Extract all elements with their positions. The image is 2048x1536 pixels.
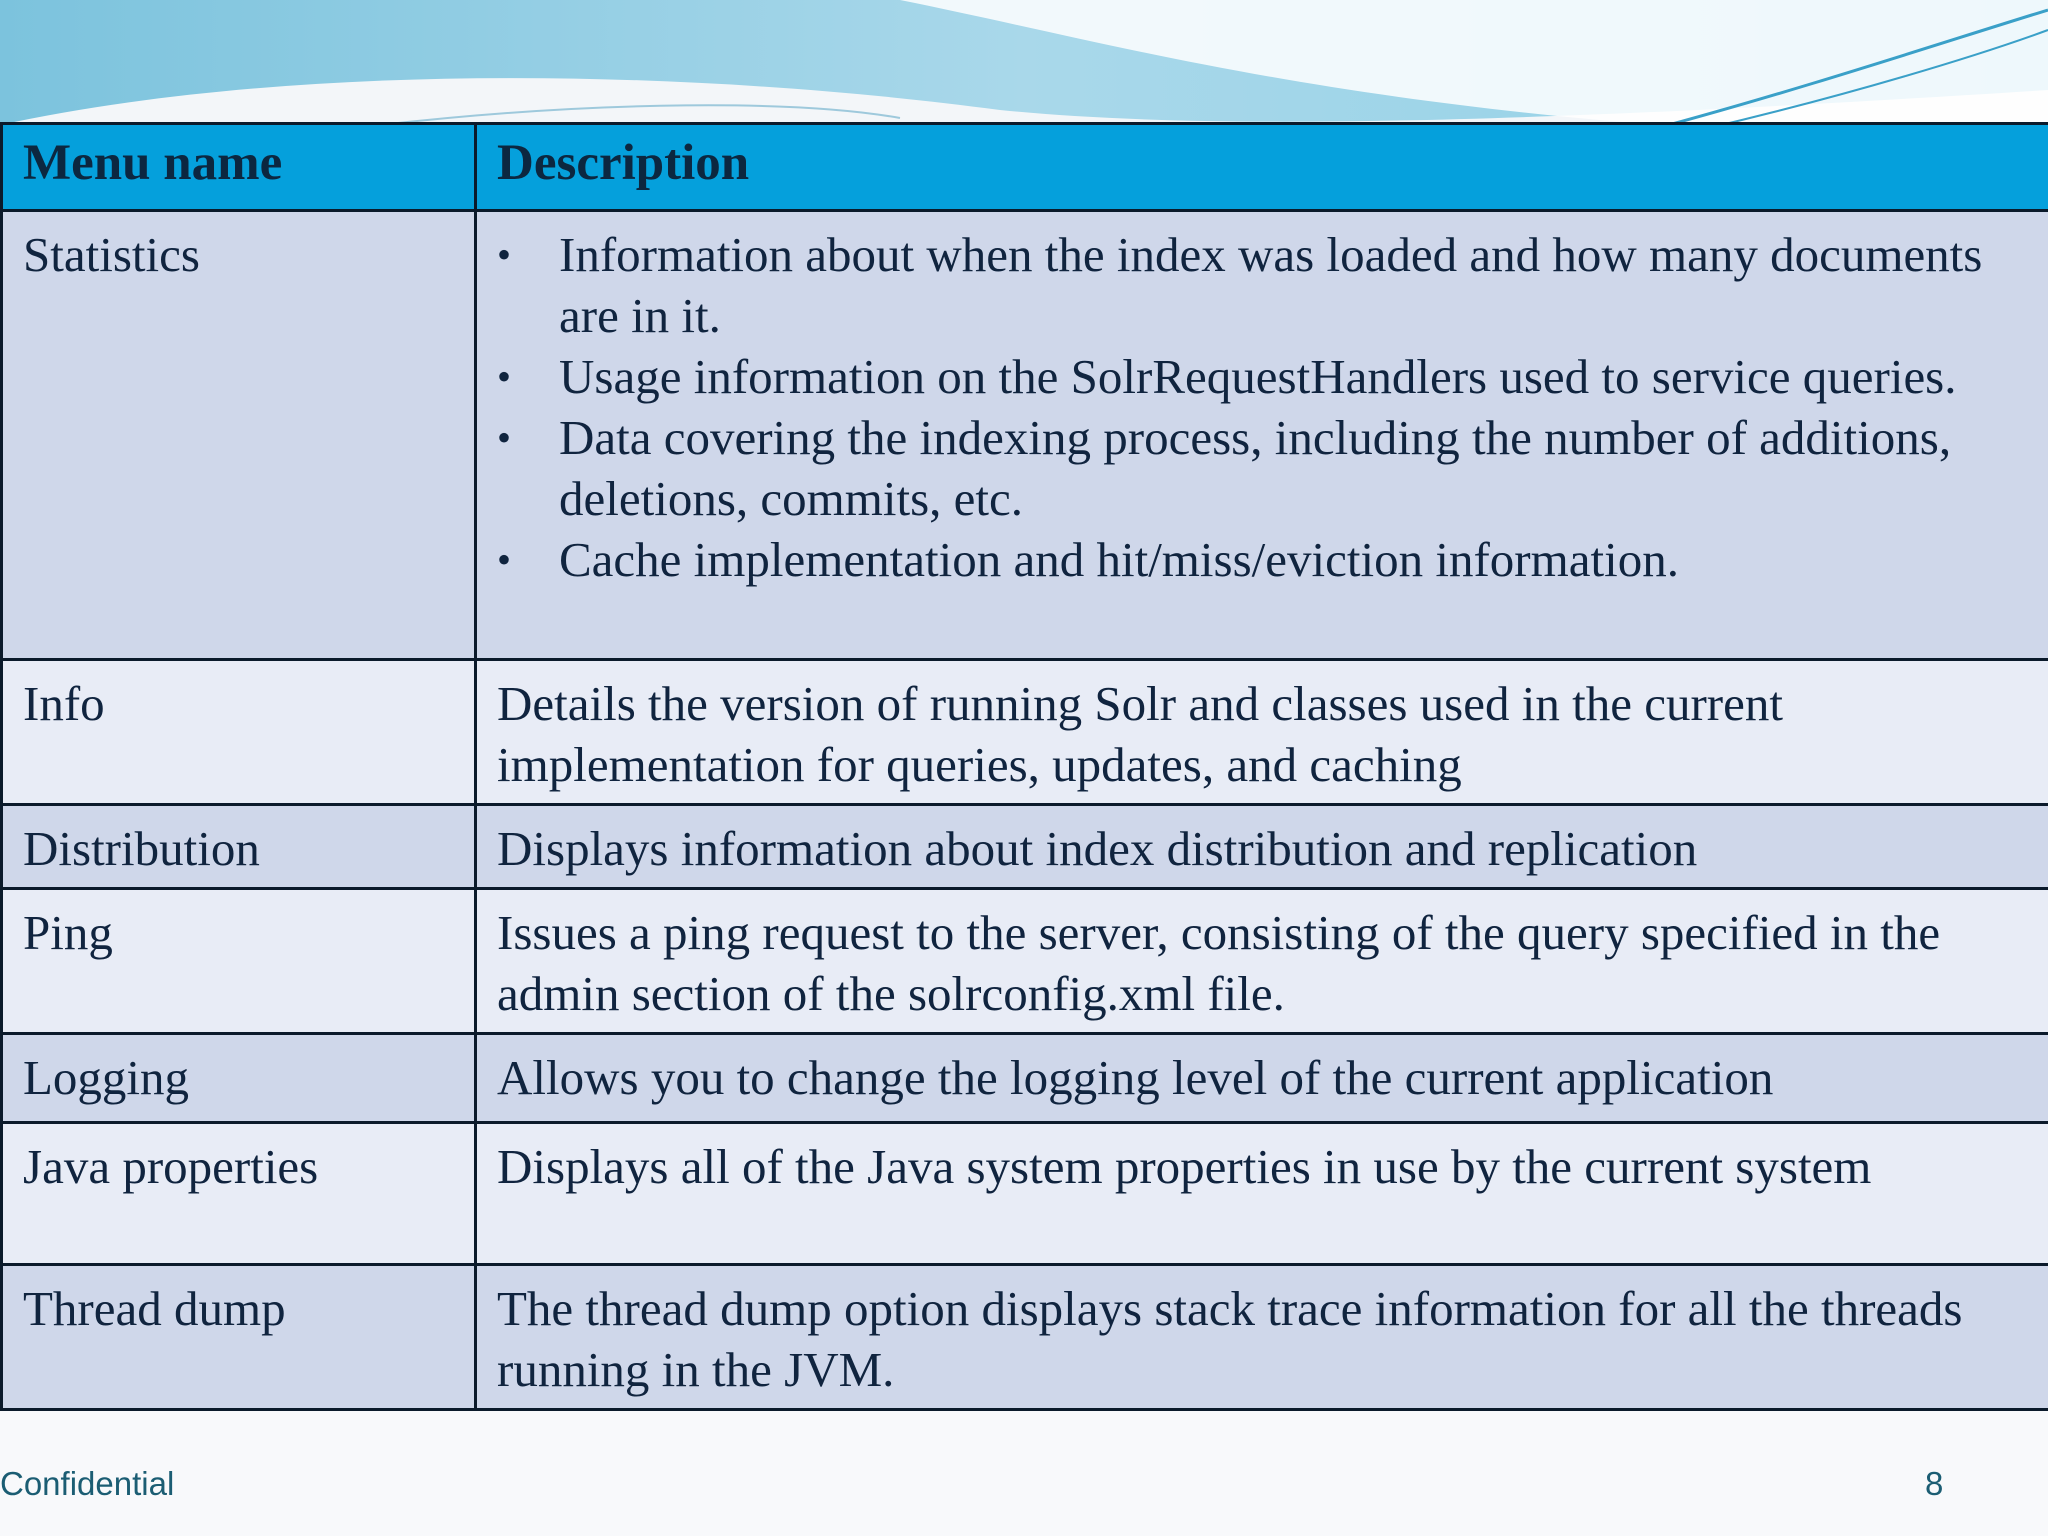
bullet-icon: • bbox=[497, 415, 512, 460]
menu-name-cell: Info bbox=[2, 660, 476, 805]
bullet-icon: • bbox=[497, 232, 512, 277]
bullet-text: Data covering the indexing process, including the number of additions, deletions, commits, etc. bbox=[559, 410, 1952, 526]
table-row bbox=[2, 1123, 2048, 1265]
bullet-item bbox=[497, 224, 2030, 346]
description-cell: Displays all of the Java system properties in use by the current system bbox=[476, 1123, 2048, 1265]
table-row bbox=[2, 1265, 2048, 1410]
menu-description-table bbox=[0, 122, 2048, 1411]
bullet-item bbox=[497, 346, 2030, 407]
menu-name-cell: Thread dump bbox=[2, 1265, 476, 1410]
table-row bbox=[2, 805, 2048, 889]
bullet-icon: • bbox=[497, 537, 512, 582]
menu-name-cell: Logging bbox=[2, 1034, 476, 1123]
bullet-item bbox=[497, 529, 2030, 590]
bullet-text: Information about when the index was loaded and how many documents are in it. bbox=[559, 227, 1983, 343]
description-cell bbox=[476, 211, 2048, 660]
bullet-item bbox=[497, 407, 2030, 529]
menu-name-cell: Statistics bbox=[2, 211, 476, 660]
description-cell: Allows you to change the logging level of the current application bbox=[476, 1034, 2048, 1123]
menu-name-cell: Distribution bbox=[2, 805, 476, 889]
table-row bbox=[2, 211, 2048, 660]
description-cell: Displays information about index distribution and replication bbox=[476, 805, 2048, 889]
page-number: 8 bbox=[1925, 1465, 1944, 1502]
decorative-wave-banner bbox=[0, 0, 2048, 130]
table-row bbox=[2, 660, 2048, 805]
table-header-row bbox=[2, 124, 2048, 211]
menu-name-cell: Java properties bbox=[2, 1123, 476, 1265]
description-cell: Issues a ping request to the server, consisting of the query specified in the admin section of the solrconfig.xml file. bbox=[476, 889, 2048, 1034]
table-row bbox=[2, 889, 2048, 1034]
bullet-text: Cache implementation and hit/miss/eviction information. bbox=[559, 532, 1679, 587]
table-row bbox=[2, 1034, 2048, 1123]
bullet-list bbox=[497, 224, 2030, 590]
column-header-description: Description bbox=[476, 124, 2048, 211]
bullet-icon: • bbox=[497, 354, 512, 399]
confidential-label: Confidential bbox=[0, 1465, 175, 1502]
description-cell: The thread dump option displays stack trace information for all the threads running in the JVM. bbox=[476, 1265, 2048, 1410]
bullet-text: Usage information on the SolrRequestHandlers used to service queries. bbox=[559, 349, 1957, 404]
menu-name-cell: Ping bbox=[2, 889, 476, 1034]
column-header-menu-name: Menu name bbox=[2, 124, 476, 211]
description-cell: Details the version of running Solr and classes used in the current implementation for queries, updates, and caching bbox=[476, 660, 2048, 805]
